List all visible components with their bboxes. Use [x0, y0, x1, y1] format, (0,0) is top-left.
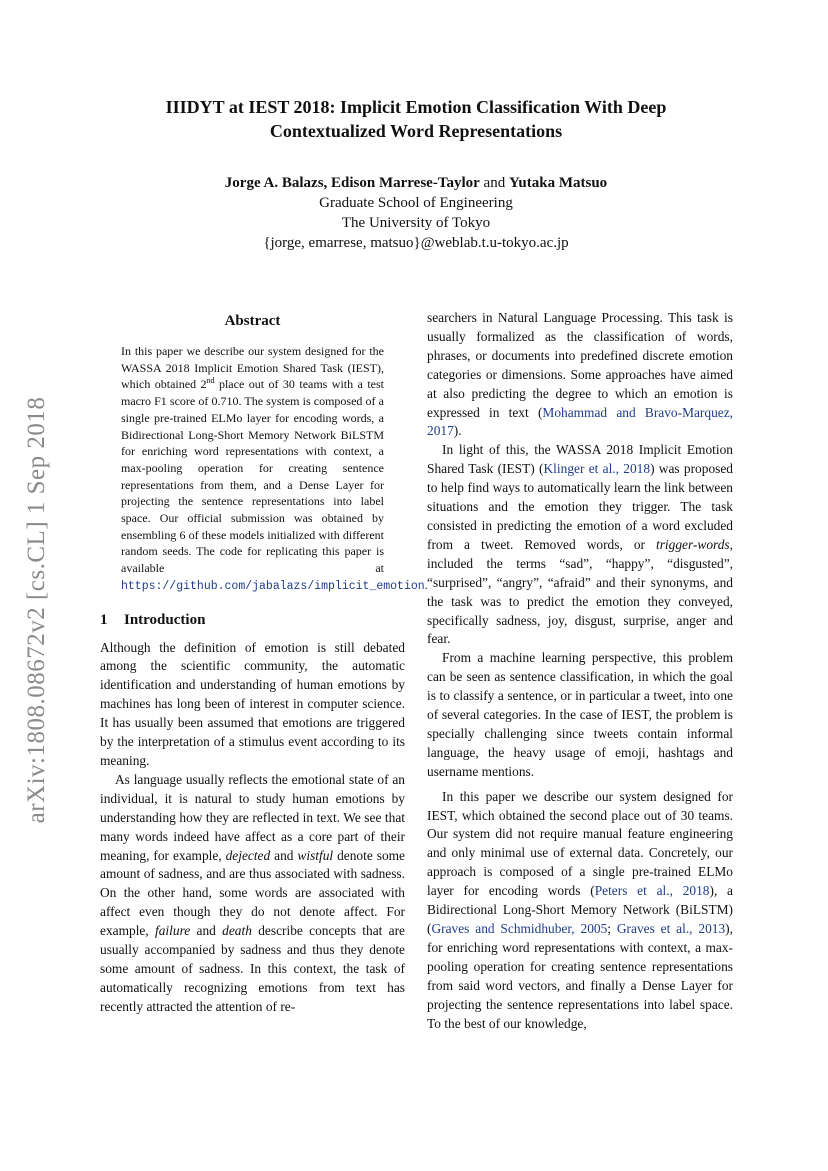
- text-run: and: [190, 923, 223, 939]
- text-run: ), a Bidirectional Long-Short Memory Network (BiLSTM) (: [427, 883, 733, 936]
- emphasis-failure: failure: [155, 923, 191, 939]
- arxiv-stamp: [18, 375, 56, 845]
- emphasis-trigger-words: trigger-words: [656, 536, 730, 552]
- text-run: As language usually reflects the emotional state of an individual, it is natural to study human emotions by understanding how they are reflected in text. We see that many words indeed have affect as a core part of their meaning, for example,: [100, 771, 405, 863]
- section-title: Introduction: [124, 611, 206, 628]
- text-run: ;: [607, 921, 617, 936]
- citation-link[interactable]: Graves and Schmidhuber, 2005: [431, 921, 608, 936]
- text-run: searchers in Natural Language Processing. This task is usually formalized as the classification of words, phrases, or documents into predefined discrete emotion categories or dimensions. Some approaches have aimed at also predicting the degree to which an emotion is expressed in text (: [427, 310, 733, 420]
- intro-body-left: [100, 639, 405, 1017]
- paragraph: [100, 771, 405, 1017]
- title-line-1: IIIDYT at IEST 2018: Implicit Emotion Classification With Deep: [165, 97, 667, 117]
- abstract-part-1: In this paper we describe our system designed for the WASSA 2018 Implicit Emotion Shared Task (IEST), which obtained 2: [121, 344, 384, 392]
- emphasis-dejected: dejected: [225, 847, 271, 863]
- author-name-1: Jorge A. Balazs, Edison Marrese-Taylor: [224, 175, 480, 191]
- text-run: denote some amount of sadness, and are thus associated with sadness. On the other hand, some words are associated with affect even though they do not denote affect. For example,: [100, 847, 405, 939]
- text-run: ) was proposed to help find ways to automatically learn the link between situations and the emotion they trigger. The task consisted in predicting the emotion of a word excluded from a tweet. Removed words, or: [427, 461, 733, 552]
- affiliation-university: The University of Tokyo: [341, 215, 491, 231]
- citation-link[interactable]: Klinger et al., 2018: [543, 461, 651, 477]
- arxiv-stamp-text: arXiv:1808.08672v2 [cs.CL] 1 Sep 2018: [23, 396, 50, 824]
- abstract-heading: Abstract: [224, 313, 281, 329]
- citation-link[interactable]: Peters et al., 2018: [594, 883, 710, 899]
- citation-link[interactable]: Mohammad and Bravo-Marquez, 2017: [427, 404, 734, 439]
- paragraph: From a machine learning perspective, this problem can be seen as sentence classification, in which the goal is to classify a sentence, or in particular a tweet, into one of several categories. In the case of IEST, the problem is specially challenging since tweets contain informal language, the heavy usage of emoji, hashtags and username mentions.: [427, 650, 733, 779]
- text-run: In light of this, the WASSA 2018 Implicit Emotion Shared Task (IEST) (: [427, 442, 733, 477]
- left-column: [100, 309, 428, 1017]
- text-run: describe concepts that are usually accompanied by sadness and thus they denote some amount of sadness. In this context, the task of automatically recognizing emotions from text has recently attracted the attention of re-: [100, 923, 406, 1014]
- text-run: ), for enriching word representations with context, a max-pooling operation for creating sentence representations from said word vectors, and finally a Dense Layer for projecting the sentence representations into label space. To the best of our knowledge,: [427, 921, 733, 1031]
- text-run: ).: [453, 423, 462, 439]
- paper-title: [100, 95, 732, 143]
- author-names: [100, 173, 732, 193]
- abstract-text: [121, 343, 428, 596]
- abstract-part-3: .: [424, 577, 428, 592]
- section-heading-introduction: [100, 610, 405, 630]
- emphasis-wistful: wistful: [297, 847, 334, 863]
- text-run: , included the terms “sad”, “happy”, “disgusted”, “surprised”, “angry”, “afraid” and their synonyms, and the task was to predict the emotion they conveyed, specifically sadness, joy, disgust, surprise, anger and fear.: [427, 536, 733, 647]
- section-number: 1: [100, 611, 108, 628]
- emphasis-death: death: [222, 923, 252, 939]
- citation-link[interactable]: Graves et al., 2013: [616, 921, 726, 936]
- author-conjunction: and: [479, 175, 509, 191]
- author-block: [100, 173, 732, 253]
- paragraph: [427, 309, 733, 441]
- code-repo-link[interactable]: https://github.com/jabalazs/implicit_emotion: [121, 579, 425, 593]
- author-name-2: Yutaka Matsuo: [508, 175, 608, 191]
- paragraph: Although the definition of emotion is still debated among the scientific community, the automatic identification and understanding of human emotions by machines has long been of interest in computer science. It has usually been assumed that emotions are triggered by the interpretation of a stimulus event according to its meaning.: [100, 639, 405, 768]
- abstract-part-2: place out of 30 teams with a test macro F1 score of 0.710. The system is composed of a single pre-trained ELMo layer for encoding words, a Bidirectional Long-Short Memory Network BiLSTM for enriching word representations with context, a max-pooling operation for creating sentence representations from them, and a Dense Layer for projecting the sentence representations into label space. Our official submission was obtained by ensembling 6 of these models initialized with different random seeds. The code for replicating this paper is available at: [121, 377, 384, 576]
- affiliation-school: Graduate School of Engineering: [319, 195, 513, 211]
- right-column: [424, 309, 734, 1033]
- author-emails: {jorge, emarrese, matsuo}@weblab.t.u-tokyo.ac.jp: [263, 235, 569, 251]
- text-run: and: [270, 847, 298, 863]
- title-line-2: Contextualized Word Representations: [269, 121, 563, 141]
- text-run: In this paper we describe our system designed for IEST, which obtained the second place out of 30 teams. Our system did not require manual feature engineering and only minimal use of external data. Concretely, our approach is composed of a single pre-trained ELMo layer for encoding words (: [427, 788, 733, 899]
- paragraph: [427, 788, 733, 1034]
- paragraph: [424, 441, 733, 649]
- abstract-superscript: nd: [206, 376, 215, 386]
